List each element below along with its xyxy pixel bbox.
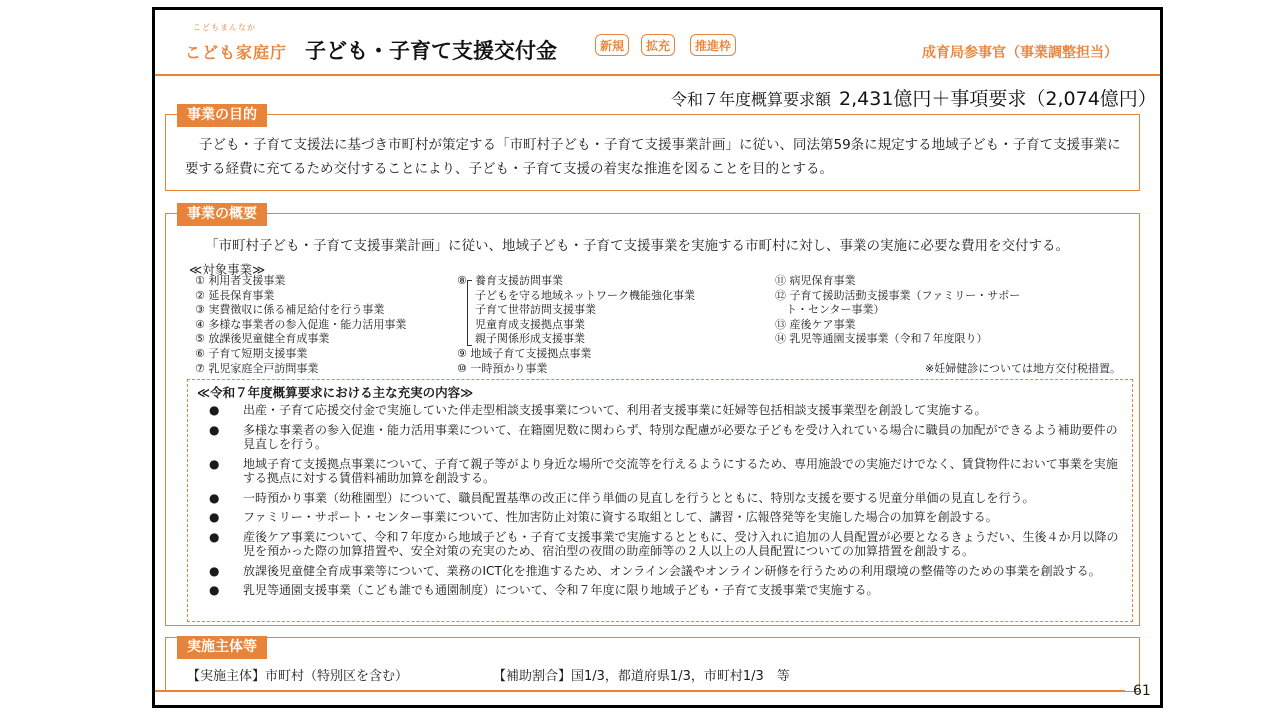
- enhancements-list: [209, 403, 1119, 603]
- list-item: 養育支援訪問事業: [475, 274, 563, 287]
- list-item: ● 放課後児童健全育成事業等について、業務のICT化を推進するため、オンライン会議やオンライン研修を行うための利用環境の整備等のための事業を創設する。: [209, 563, 1101, 578]
- implementing-entity: 【実施主体】市町村（特別区を含む）: [187, 669, 409, 684]
- list-item: ⑬ 産後ケア事業: [775, 317, 856, 331]
- list-item: ① 利用者支援事業: [195, 274, 286, 287]
- page-number: 61: [1133, 683, 1151, 699]
- bullet-icon: ●: [209, 529, 220, 544]
- list-item: ⑭ 乳児等通園支援事業（令和７年度限り）: [775, 332, 988, 346]
- list-item: 児童育成支援拠点事業: [475, 317, 585, 331]
- list-item: ③ 実費徴収に係る補足給付を行う事業: [195, 303, 385, 317]
- bullet-icon: ●: [209, 456, 220, 471]
- list-item: ⑪ 病児保育事業: [775, 274, 856, 287]
- bullet-icon: ●: [209, 490, 220, 505]
- list-item: ⑥ 子育て短期支援事業: [195, 346, 308, 360]
- bullet-icon: ●: [209, 583, 220, 597]
- slide: [152, 7, 1163, 708]
- bullet-icon: ●: [209, 422, 220, 437]
- page-title: 子ども・子育て支援交付金: [305, 39, 557, 63]
- target-list-2: [457, 347, 591, 376]
- logo-tagline: こどもまんなか: [193, 23, 256, 32]
- footer-divider: [155, 690, 1125, 692]
- list-item: ⑨ 地域子育て支援拠点事業: [457, 347, 592, 360]
- overview-label: 事業の概要: [177, 203, 267, 226]
- bullet-icon: ●: [209, 510, 220, 524]
- list-item: ● 乳児等通園支援事業（こども誰でも通園制度）について、令和７年度に限り地域子ども・子育て支援事業で実施する。: [209, 583, 879, 597]
- list-item: 親子関係形成支援事業: [475, 332, 585, 346]
- bullet-icon: ●: [209, 403, 220, 417]
- bullet-icon: ●: [209, 563, 220, 578]
- list-item: ⑦ 乳児家庭全戸訪問事業: [195, 361, 319, 375]
- target-list-2-group: [475, 274, 695, 347]
- target-list-1: [195, 274, 406, 376]
- tag-promotion: 推進枠: [690, 34, 736, 56]
- list-item: ⑫ 子育て援助活動支援事業（ファミリー・サポー: [775, 288, 1021, 302]
- group-bracket: [467, 280, 472, 346]
- overview-lead: 「市町村子ども・子育て支援事業計画」に従い、地域子ども・子育て支援事業を実施する市町村に対し、事業の実施に必要な費用を交付する。: [205, 238, 1069, 254]
- list-item: ● 出産・子育て応援交付金で実施していた伴走型相談支援事業について、利用者支援事業に妊婦等包括相談支援事業型を創設して実施する。: [209, 403, 987, 417]
- list-item: ● 一時預かり事業（幼稚園型）について、職員配置基準の改正に伴う単価の見直しを行うとともに、特別な支援を要する児童分単価の見直しを行う。: [209, 490, 1035, 505]
- enhancements-title: ≪令和７年度概算要求における主な充実の内容≫: [197, 385, 474, 400]
- agency-logo: こども家庭庁: [185, 43, 288, 62]
- list-item: ● 多様な事業者の参入促進・能力活用事業について、在籍園児数に関わらず、特別な配慮が必要な子どもを受け入れている場合に職員の加配ができるよう補助要件の見直しを行う。: [209, 422, 1118, 451]
- list-item: 子どもを守る地域ネットワーク機能強化事業: [475, 288, 695, 302]
- list-item: ト・センター事業）: [775, 303, 885, 317]
- tag-new: 新規: [595, 34, 629, 56]
- target-list-3: [775, 274, 1020, 347]
- list-item: ● 産後ケア事業について、令和７年度から地域子ども・子育て支援事業で実施するとともに、受け入れに追加の人員配置が必要となるきょうだい、生後４か月以降の児を預かった際の加算措置や、安全対策の充実のため、宿泊型の夜間の助産師等の２人以上の人員配置についての加算措置を創設する。: [209, 529, 1119, 558]
- list-item: ● 地域子育て支援拠点事業について、子育て親子等がより身近な場所で交流等を行えるようにするため、専用施設での実施だけでなく、賃貸物件において事業を実施する拠点に対する賃借料補助加算を創設する。: [209, 456, 1118, 485]
- list-item: ⑩ 一時預かり事業: [457, 361, 548, 375]
- budget-amount: 2,431億円＋事項要求（2,074億円）: [839, 88, 1157, 110]
- implementer-label: 実施主体等: [177, 636, 267, 659]
- list-item: ② 延長保育事業: [195, 288, 275, 302]
- target-programs-label: ≪対象事業≫: [189, 262, 266, 277]
- target-list-2-head: ⑧: [457, 274, 467, 287]
- list-item: ● ファミリー・サポート・センター事業について、性加害防止対策に資する取組として、講習・広報啓発等を実施した場合の加算を創設する。: [209, 510, 998, 524]
- budget-label: 令和７年度概算要求額: [671, 90, 832, 109]
- footnote: ※妊婦健診については地方交付税措置。: [925, 362, 1121, 375]
- purpose-text: 子ども・子育て支援法に基づき市町村が策定する「市町村子ども・子育て支援事業計画」に従い、同法第59条に規定する地域子ども・子育て支援事業に要する経費に充てるため交付することにより、子ども・子育て支援の着実な推進を図ることを目的とする。: [185, 137, 1121, 177]
- department: 成育局参事官（事業調整担当）: [922, 45, 1118, 61]
- subsidy-ratio: 【補助割合】国1/3，都道府県1/3，市町村1/3 等: [493, 669, 790, 684]
- header-divider: [155, 74, 1160, 76]
- list-item: ④ 多様な事業者の参入促進・能力活用事業: [195, 317, 407, 331]
- list-item: ⑤ 放課後児童健全育成事業: [195, 332, 330, 346]
- purpose-label: 事業の目的: [177, 104, 267, 127]
- tag-expansion: 拡充: [641, 34, 675, 56]
- list-item: 子育て世帯訪問支援事業: [475, 303, 596, 317]
- budget-request: [671, 84, 1157, 111]
